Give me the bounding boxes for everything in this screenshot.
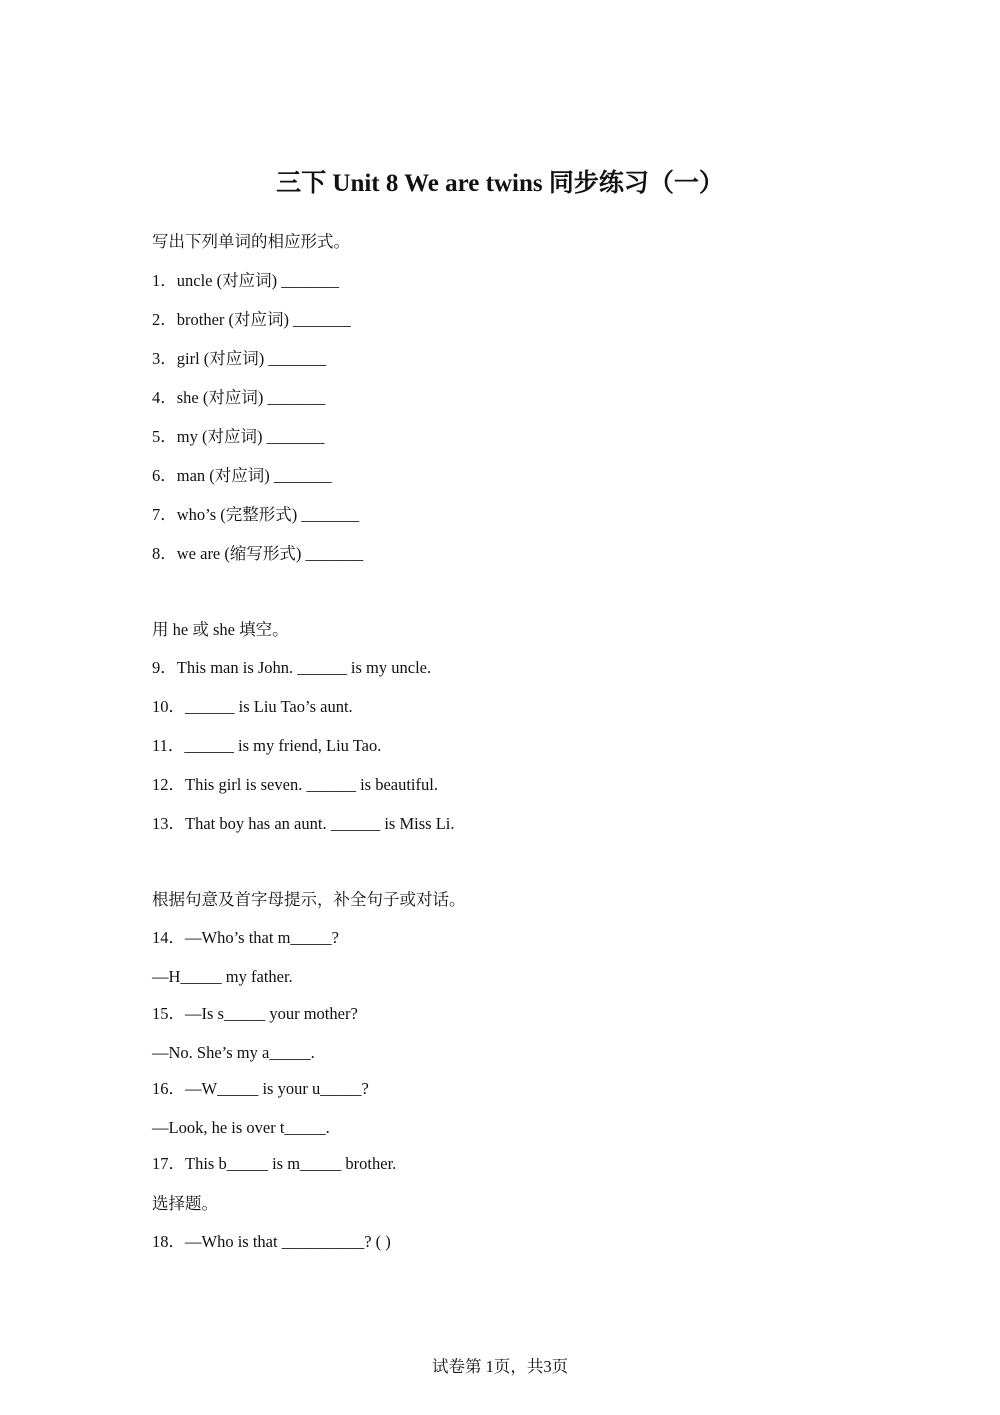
section-3-instruction: 根据句意及首字母提示，补全句子或对话。 — [152, 890, 466, 909]
question-4: 4．she (对应词) _______ — [152, 388, 326, 407]
question-6: 6．man (对应词) _______ — [152, 466, 332, 485]
question-2: 2．brother (对应词) _______ — [152, 310, 351, 329]
question-10: 10．______ is Liu Tao’s aunt. — [152, 697, 353, 716]
question-5: 5．my (对应词) _______ — [152, 427, 325, 446]
question-7: 7．who’s (完整形式) _______ — [152, 505, 360, 524]
question-11: 11．______ is my friend, Liu Tao. — [152, 736, 382, 755]
question-14: 14．—Who’s that m_____? — [152, 928, 339, 947]
question-1: 1．uncle (对应词) _______ — [152, 271, 339, 290]
question-15: 15．—Is s_____ your mother? — [152, 1004, 358, 1023]
question-8: 8．we are (缩写形式) _______ — [152, 544, 364, 563]
section-1-instruction: 写出下列单词的相应形式。 — [152, 232, 350, 251]
question-15-reply: —No. She’s my a_____. — [152, 1043, 315, 1062]
question-12: 12．This girl is seven. ______ is beautiful. — [152, 775, 438, 794]
section-4-instruction: 选择题。 — [152, 1194, 218, 1213]
question-18: 18．—Who is that __________? ( ) — [152, 1232, 391, 1251]
question-13: 13．That boy has an aunt. ______ is Miss Li. — [152, 814, 455, 833]
question-17: 17．This b_____ is m_____ brother. — [152, 1154, 397, 1173]
question-9: 9．This man is John. ______ is my uncle. — [152, 658, 432, 677]
section-2-instruction: 用 he 或 she 填空。 — [152, 620, 289, 639]
question-16-reply: —Look, he is over t_____. — [152, 1118, 330, 1137]
question-16: 16．—W_____ is your u_____? — [152, 1079, 369, 1098]
page-footer: 试卷第 1页，共3页 — [431, 1357, 569, 1376]
question-3: 3．girl (对应词) _______ — [152, 349, 327, 368]
page-title: 三下 Unit 8 We are twins 同步练习（一） — [276, 170, 724, 197]
question-14-reply: —H_____ my father. — [152, 967, 293, 986]
